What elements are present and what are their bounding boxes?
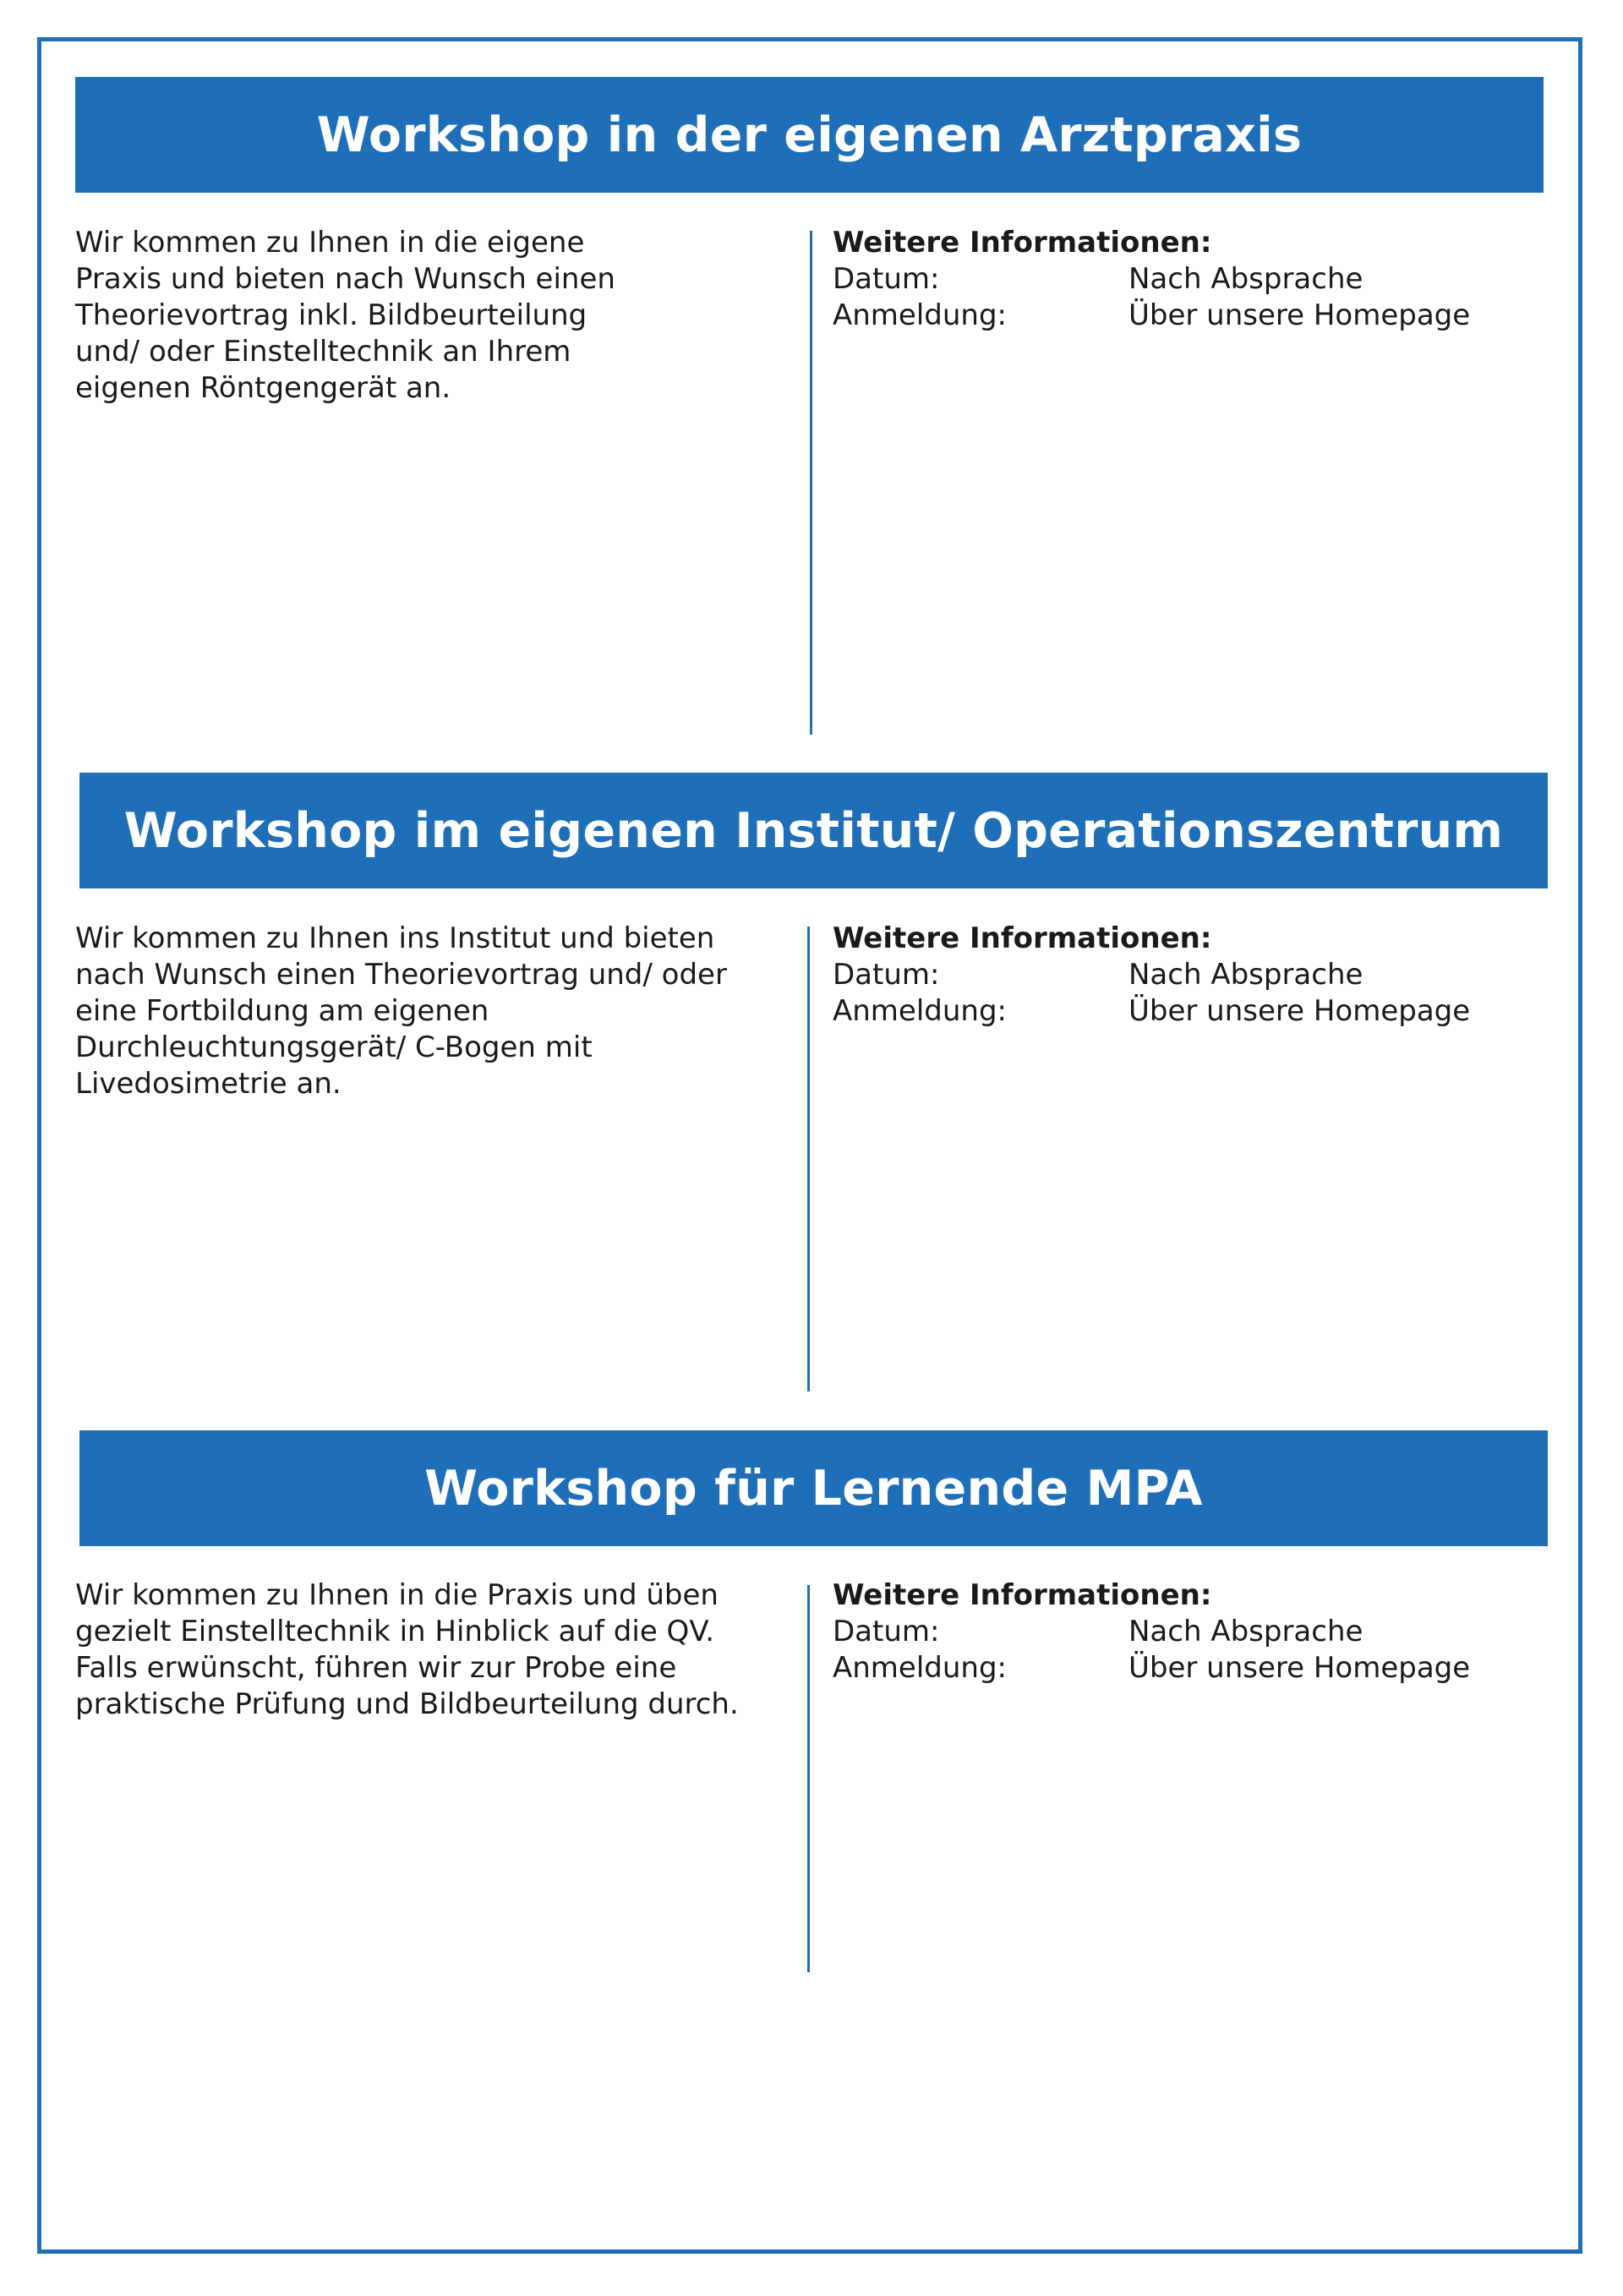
info-value-datum: Nach Absprache: [1128, 958, 1363, 992]
info-row-datum: [833, 261, 1526, 298]
info-heading: Weitere Informationen:: [833, 1578, 1212, 1612]
info-value-datum: Nach Absprache: [1128, 1615, 1363, 1648]
info-row-datum: [833, 1614, 1526, 1650]
column-divider: [807, 1585, 810, 1972]
column-divider: [807, 927, 810, 1391]
info-block-institut: [833, 921, 1526, 1030]
section-title-arztpraxis: Workshop in der eigenen Arztpraxis: [75, 77, 1544, 193]
info-label-anmeldung: Anmeldung:: [833, 1651, 1008, 1685]
info-row-datum: [833, 957, 1526, 993]
section-description-arztpraxis: Wir kommen zu Ihnen in die eigene Praxis und bieten nach Wunsch einen Theorievortrag inkl. Bildbeurteilung und/ oder Einstelltechnik an Ihrem eigenen Röntgengerät an.: [75, 226, 615, 405]
section-description-institut: Wir kommen zu Ihnen ins Institut und bieten nach Wunsch einen Theorievortrag und/ oder eine Fortbildung am eigenen Durchleuchtungsgerät/ C-Bogen mit Livedosimetrie an.: [75, 921, 727, 1101]
info-block-lernende-mpa: [833, 1577, 1526, 1686]
info-label-datum: Datum:: [833, 262, 940, 296]
info-label-datum: Datum:: [833, 1615, 940, 1648]
section-title-institut: Workshop im eigenen Institut/ Operationszentrum: [79, 773, 1548, 888]
info-value-anmeldung: Über unsere Homepage: [1128, 1651, 1471, 1685]
column-divider: [810, 231, 812, 735]
info-value-datum: Nach Absprache: [1128, 262, 1363, 296]
info-label-datum: Datum:: [833, 958, 940, 992]
section-description-lernende-mpa: Wir kommen zu Ihnen in die Praxis und üben gezielt Einstelltechnik in Hinblick auf die QV. Falls erwünscht, führen wir zur Probe eine praktische Prüfung und Bildbeurteilung durch.: [75, 1578, 739, 1721]
info-heading: Weitere Informationen:: [833, 226, 1212, 260]
info-label-anmeldung: Anmeldung:: [833, 994, 1008, 1028]
info-row-anmeldung: [833, 1650, 1526, 1686]
info-label-anmeldung: Anmeldung:: [833, 298, 1008, 332]
info-value-anmeldung: Über unsere Homepage: [1128, 994, 1471, 1028]
section-title-lernende-mpa: Workshop für Lernende MPA: [79, 1430, 1548, 1546]
info-row-anmeldung: [833, 993, 1526, 1030]
info-row-anmeldung: [833, 298, 1526, 334]
info-heading: Weitere Informationen:: [833, 921, 1212, 955]
info-block-arztpraxis: [833, 225, 1526, 334]
info-value-anmeldung: Über unsere Homepage: [1128, 298, 1471, 332]
